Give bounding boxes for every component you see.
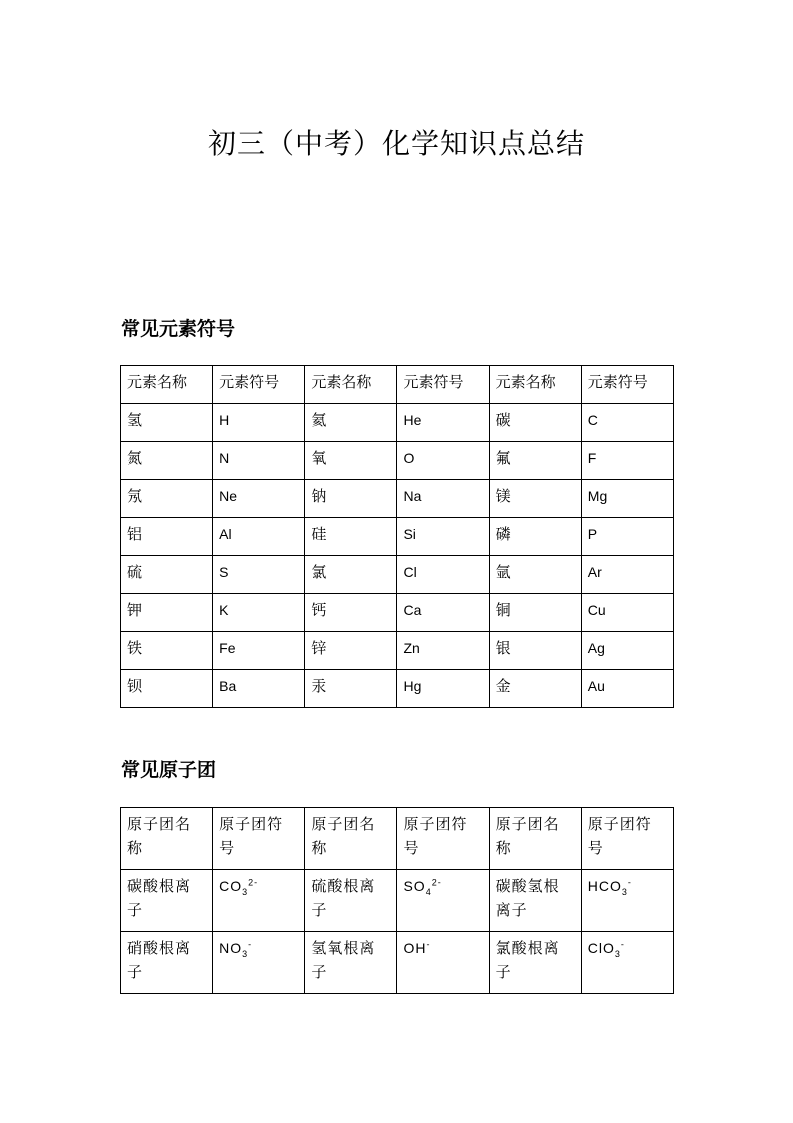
- radical-name-cell: 氢氧根离子: [305, 932, 397, 994]
- radical-name-cell: 碳酸氢根离子: [489, 870, 581, 932]
- element-symbol-cell: H: [213, 404, 305, 442]
- element-symbol-cell: C: [581, 404, 673, 442]
- section-heading-elements: 常见元素符号: [121, 318, 236, 340]
- formula-base: HCO: [587, 878, 622, 894]
- element-symbol-cell: Au: [581, 670, 673, 708]
- table-row: [121, 442, 674, 480]
- header-cell: 元素符号: [397, 366, 489, 404]
- formula-base: NO: [219, 940, 243, 956]
- formula-charge: -: [620, 939, 625, 950]
- element-symbol-cell: Cl: [397, 556, 489, 594]
- table-row: [121, 870, 674, 932]
- table-row: [121, 594, 674, 632]
- formula-subscript: 4: [425, 886, 432, 897]
- element-symbol-cell: Mg: [581, 480, 673, 518]
- element-name-cell: 铜: [489, 594, 581, 632]
- radicals-table: [120, 807, 674, 994]
- element-name-cell: 氢: [121, 404, 213, 442]
- element-symbol-cell: F: [581, 442, 673, 480]
- element-symbol-cell: Ar: [581, 556, 673, 594]
- element-name-cell: 金: [489, 670, 581, 708]
- formula-charge: 2-: [248, 877, 259, 888]
- table-header-row: [121, 808, 674, 870]
- element-name-cell: 氯: [305, 556, 397, 594]
- element-symbol-cell: P: [581, 518, 673, 556]
- table-row: [121, 670, 674, 708]
- formula-base: ClO: [587, 940, 615, 956]
- radical-formula-cell: [397, 870, 489, 932]
- formula-base: CO: [219, 878, 243, 894]
- element-name-cell: 钾: [121, 594, 213, 632]
- element-name-cell: 氮: [121, 442, 213, 480]
- radical-formula-cell: [213, 932, 305, 994]
- section-heading-radicals: 常见原子团: [121, 759, 217, 781]
- header-cell: 原子团名称: [121, 808, 213, 870]
- formula-charge: -: [248, 939, 253, 950]
- formula-base: OH: [403, 940, 427, 956]
- header-cell: 原子团符号: [581, 808, 673, 870]
- element-symbol-cell: Fe: [213, 632, 305, 670]
- element-name-cell: 铁: [121, 632, 213, 670]
- element-name-cell: 氖: [121, 480, 213, 518]
- radical-name-cell: 硝酸根离子: [121, 932, 213, 994]
- element-symbol-cell: Zn: [397, 632, 489, 670]
- element-name-cell: 钡: [121, 670, 213, 708]
- formula-charge: 2-: [431, 877, 442, 888]
- radical-formula-cell: [397, 932, 489, 994]
- element-symbol-cell: K: [213, 594, 305, 632]
- formula-subscript: 3: [614, 948, 621, 959]
- header-cell: 原子团符号: [397, 808, 489, 870]
- header-cell: 元素符号: [213, 366, 305, 404]
- element-symbol-cell: Al: [213, 518, 305, 556]
- formula-subscript: 3: [242, 948, 249, 959]
- table-row: [121, 556, 674, 594]
- radical-formula-cell: [213, 870, 305, 932]
- element-symbol-cell: Ne: [213, 480, 305, 518]
- element-name-cell: 锌: [305, 632, 397, 670]
- table-row: [121, 518, 674, 556]
- element-symbol-cell: N: [213, 442, 305, 480]
- element-name-cell: 硅: [305, 518, 397, 556]
- element-name-cell: 钙: [305, 594, 397, 632]
- formula-subscript: 3: [621, 886, 628, 897]
- element-symbol-cell: Ca: [397, 594, 489, 632]
- radical-formula-cell: [581, 932, 673, 994]
- radical-formula-cell: [581, 870, 673, 932]
- radical-name-cell: 碳酸根离子: [121, 870, 213, 932]
- header-cell: 原子团符号: [213, 808, 305, 870]
- element-name-cell: 氩: [489, 556, 581, 594]
- table-header-row: [121, 366, 674, 404]
- formula-charge: -: [627, 877, 632, 888]
- header-cell: 原子团名称: [489, 808, 581, 870]
- element-name-cell: 铝: [121, 518, 213, 556]
- element-name-cell: 镁: [489, 480, 581, 518]
- header-cell: 元素符号: [581, 366, 673, 404]
- element-name-cell: 汞: [305, 670, 397, 708]
- element-symbol-cell: O: [397, 442, 489, 480]
- element-symbol-cell: Cu: [581, 594, 673, 632]
- header-cell: 元素名称: [305, 366, 397, 404]
- radical-name-cell: 硫酸根离子: [305, 870, 397, 932]
- element-symbol-cell: He: [397, 404, 489, 442]
- formula-base: SO: [403, 878, 426, 894]
- header-cell: 原子团名称: [305, 808, 397, 870]
- element-name-cell: 钠: [305, 480, 397, 518]
- table-row: [121, 404, 674, 442]
- element-symbol-cell: Na: [397, 480, 489, 518]
- element-symbol-cell: Ba: [213, 670, 305, 708]
- element-name-cell: 氟: [489, 442, 581, 480]
- element-name-cell: 磷: [489, 518, 581, 556]
- page-title: 初三（中考）化学知识点总结: [207, 127, 585, 160]
- element-name-cell: 硫: [121, 556, 213, 594]
- element-symbols-table: [120, 365, 674, 708]
- header-cell: 元素名称: [121, 366, 213, 404]
- element-symbol-cell: Hg: [397, 670, 489, 708]
- table-row: [121, 480, 674, 518]
- radical-name-cell: 氯酸根离子: [489, 932, 581, 994]
- formula-charge: -: [426, 939, 431, 950]
- element-symbol-cell: Si: [397, 518, 489, 556]
- element-name-cell: 碳: [489, 404, 581, 442]
- table-row: [121, 932, 674, 994]
- header-cell: 元素名称: [489, 366, 581, 404]
- formula-subscript: 3: [242, 886, 249, 897]
- element-symbol-cell: S: [213, 556, 305, 594]
- element-name-cell: 氦: [305, 404, 397, 442]
- element-name-cell: 氧: [305, 442, 397, 480]
- element-symbol-cell: Ag: [581, 632, 673, 670]
- table-row: [121, 632, 674, 670]
- element-name-cell: 银: [489, 632, 581, 670]
